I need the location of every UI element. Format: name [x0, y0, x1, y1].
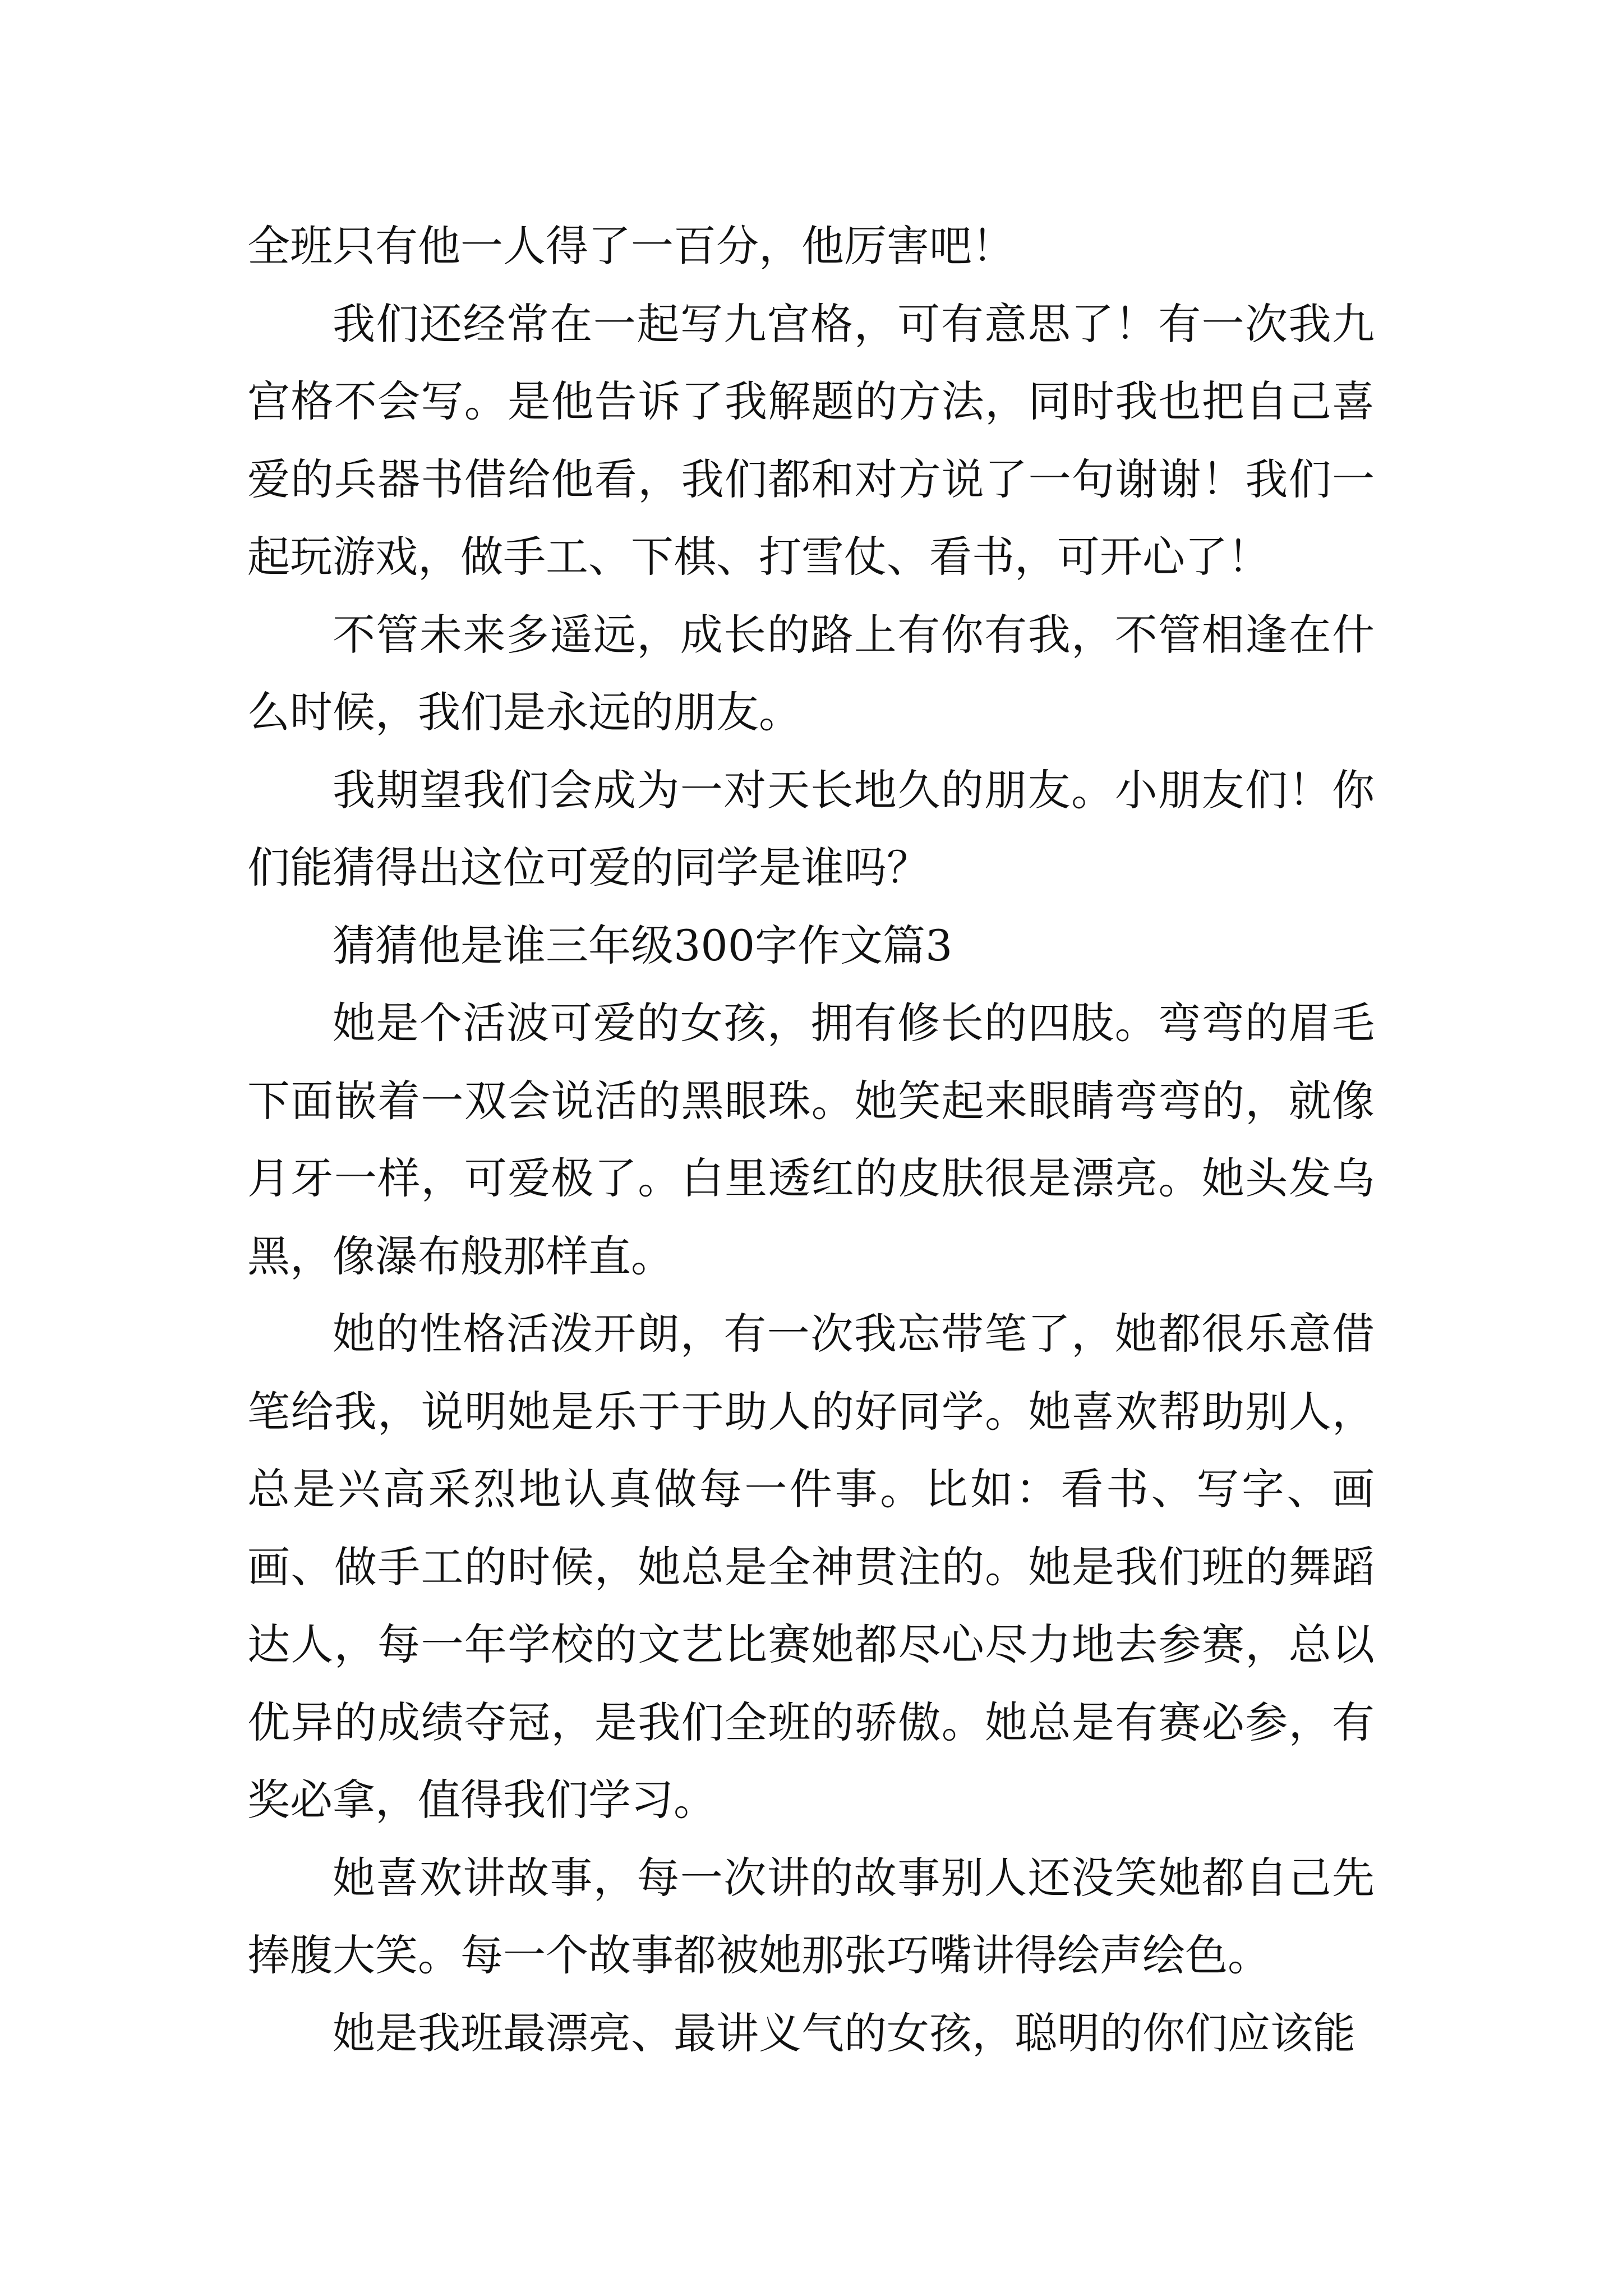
paragraph-8: 她是我班最漂亮、最讲义气的女孩，聪明的你们应该能	[333, 2008, 1355, 2058]
paragraph-7: 她喜欢讲故事，每一次讲的故事别人还没笑她都自己先捧腹大笑。每一个故事都被她那张巧嘴讲得绘声绘色。	[247, 1852, 1375, 1980]
section-heading: 猜猜他是谁三年级300字作文篇3	[333, 920, 953, 970]
paragraph-5: 她是个活波可爱的女孩，拥有修长的四肢。弯弯的眉毛下面嵌着一双会说活的黑眼珠。她笑起来眼睛弯弯的，就像月牙一样，可爱极了。白里透红的皮肤很是漂亮。她头发乌黑，像瀑布般那样直。	[247, 998, 1375, 1281]
paragraph-2: 我们还经常在一起写九宫格，可有意思了！有一次我九宫格不会写。是他告诉了我解题的方法，同时我也把自己喜爱的兵器书借给他看，我们都和对方说了一句谢谢！我们一起玩游戏，做手工、下棋、打雪仗、看书，可开心了！	[247, 298, 1375, 582]
paragraph-4: 我期望我们会成为一对天长地久的朋友。小朋友们！你们能猜得出这位可爱的同学是谁吗？	[247, 765, 1375, 892]
document-body	[247, 208, 1375, 2072]
paragraph-6: 她的性格活泼开朗，有一次我忘带笔了，她都很乐意借笔给我，说明她是乐于于助人的好同学。她喜欢帮助别人，总是兴高采烈地认真做每一件事。比如：看书、写字、画画、做手工的时候，她总是全神贯注的。她是我们班的舞蹈达人，每一年学校的文艺比赛她都尽心尽力地去参赛，总以优异的成绩夺冠，是我们全班的骄傲。她总是有赛必参，有奖必拿，值得我们学习。	[247, 1309, 1375, 1825]
paragraph-1: 全班只有他一人得了一百分，他厉害吧！	[247, 221, 1015, 271]
paragraph-3: 不管未来多遥远，成长的路上有你有我，不管相逢在什么时候，我们是永远的朋友。	[247, 609, 1375, 737]
